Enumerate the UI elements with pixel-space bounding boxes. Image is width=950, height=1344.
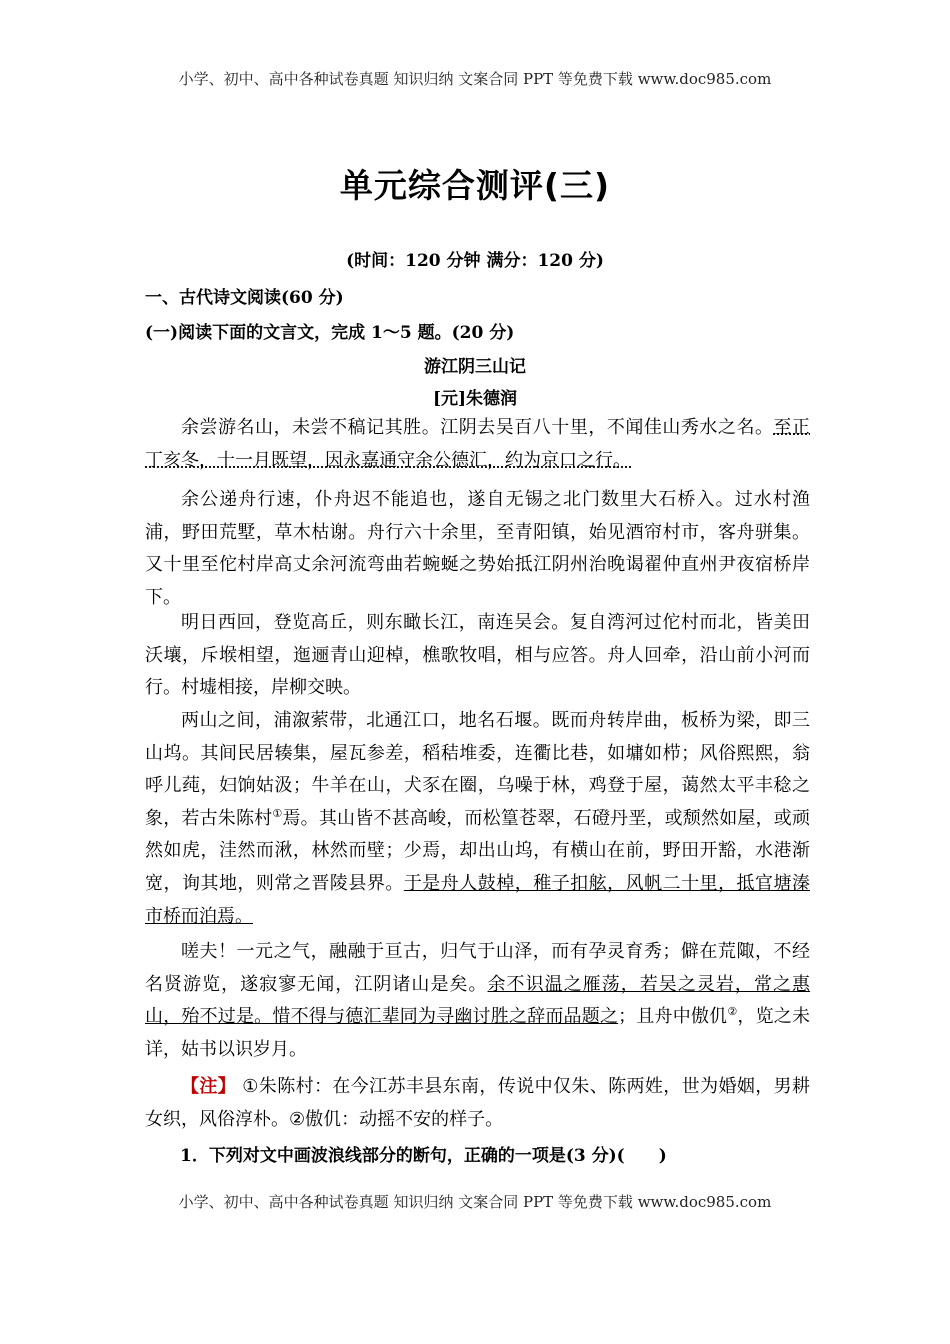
question-1: 1．下列对文中画波浪线部分的断句，正确的一项是(3 分)( ) [180, 1146, 667, 1166]
paragraph-1-dotted: 至正丁亥冬，十一月既望，因永嘉通守余公德汇，约为京口之行。 [145, 417, 810, 471]
notes [145, 1071, 810, 1136]
paragraph-5 [145, 936, 810, 1066]
exam-meta: (时间：120 分钟 满分：120 分) [346, 251, 604, 271]
paragraph-1-text: 余尝游名山，未尝不稿记其胜。江阴去吴百八十里，不闻佳山秀水之名。 [181, 417, 774, 438]
paragraph-2: 余公递舟行速，仆舟迟不能追也，遂自无锡之北门数里大石桥入。过水村渔浦，野田荒墅，草木枯谢。舟行六十余里，至青阳镇，始见酒帘村市，客舟骈集。又十里至佗村岸高丈余河流弯曲若蜿蜒之势始抵江阴州治晚谒翟仲直州尹夜宿桥岸下。 [145, 489, 810, 608]
page-title: 单元综合测评(三) [339, 166, 611, 205]
paragraph-5-text-c: ，览之未详，姑书以识岁月。 [145, 1006, 810, 1060]
paragraph-1 [145, 412, 810, 477]
article-title: 游江阴三山记 [424, 357, 526, 377]
paragraph-5-underlined: 余不识温之雁荡，若吴之灵岩，常之惠山，殆不过是。惜不得与德汇辈同为寻幽讨胜之辞而品题之 [145, 973, 811, 1028]
page-footer: 小学、初中、高中各种试卷真题 知识归纳 文案合同 PPT 等免费下载 www.doc985.com [178, 1193, 772, 1211]
section-heading: 一、古代诗文阅读(60 分) [145, 288, 344, 308]
paragraph-4-text-a: 两山之间，浦溆萦带，北通江口，地名石堰。既而舟转岸曲，板桥为梁，即三山坞。其间民居辏集，屋瓦参差，稻秸堆委，连衢比巷，如墉如栉；风俗熙熙，翁呼儿莼，妇饷姑汲；牛羊在山，犬豕在圈，乌噪于林，鸡登于屋，蔼然太平丰稔之象，若古朱陈村 [145, 710, 810, 829]
paragraph-5-text-a: 嗟夫！一元之气，融融于亘古，归气于山泽，而有孕灵育秀；僻在荒陬，不经名贤游览，遂寂寥无闻，江阴诸山是矣。 [145, 941, 810, 995]
notes-text: ①朱陈村：在今江苏丰县东南，传说中仅朱、陈两姓，世为婚姻，男耕女织，风俗淳朴。②傲仉：动摇不安的样子。 [145, 1076, 810, 1130]
paragraph-4-text-b: 焉。其山皆不甚高峻，而松篁苍翠，石磴丹垩，或颓然如屋，或顽然如虎，洼然而湫，林然而壁；少焉，却出山坞，有横山在前，野田开豁，水港渐宽，询其地，则常之晋陵县界。 [145, 807, 810, 894]
subsection-heading: (一)阅读下面的文言文，完成 1～5 题。(20 分) [145, 323, 515, 343]
paragraph-3: 明日西回，登览高丘，则东瞰长江，南连吴会。复自湾河过佗村而北，皆美田沃壤，斥堠相望，迤逦青山迎棹，樵歌牧唱，相与应答。舟人回牵，沿山前小河而行。村墟相接，岸柳交映。 [145, 612, 810, 699]
article-author: [元]朱德润 [432, 389, 518, 409]
page-header: 小学、初中、高中各种试卷真题 知识归纳 文案合同 PPT 等免费下载 www.doc985.com [178, 70, 772, 88]
paragraph-4-underlined: 于是舟人鼓棹，稚子扣舷，风帆二十里，抵官塘溱市桥而泊焉。 [145, 872, 811, 927]
paragraph-5-text-b: ；且舟中傲仉 [618, 1006, 728, 1028]
paragraph-4 [145, 705, 810, 933]
footnote-ref-2: ② [727, 1005, 738, 1019]
footnote-ref-1: ① [272, 806, 283, 820]
notes-label: 【注】 [181, 1076, 237, 1097]
